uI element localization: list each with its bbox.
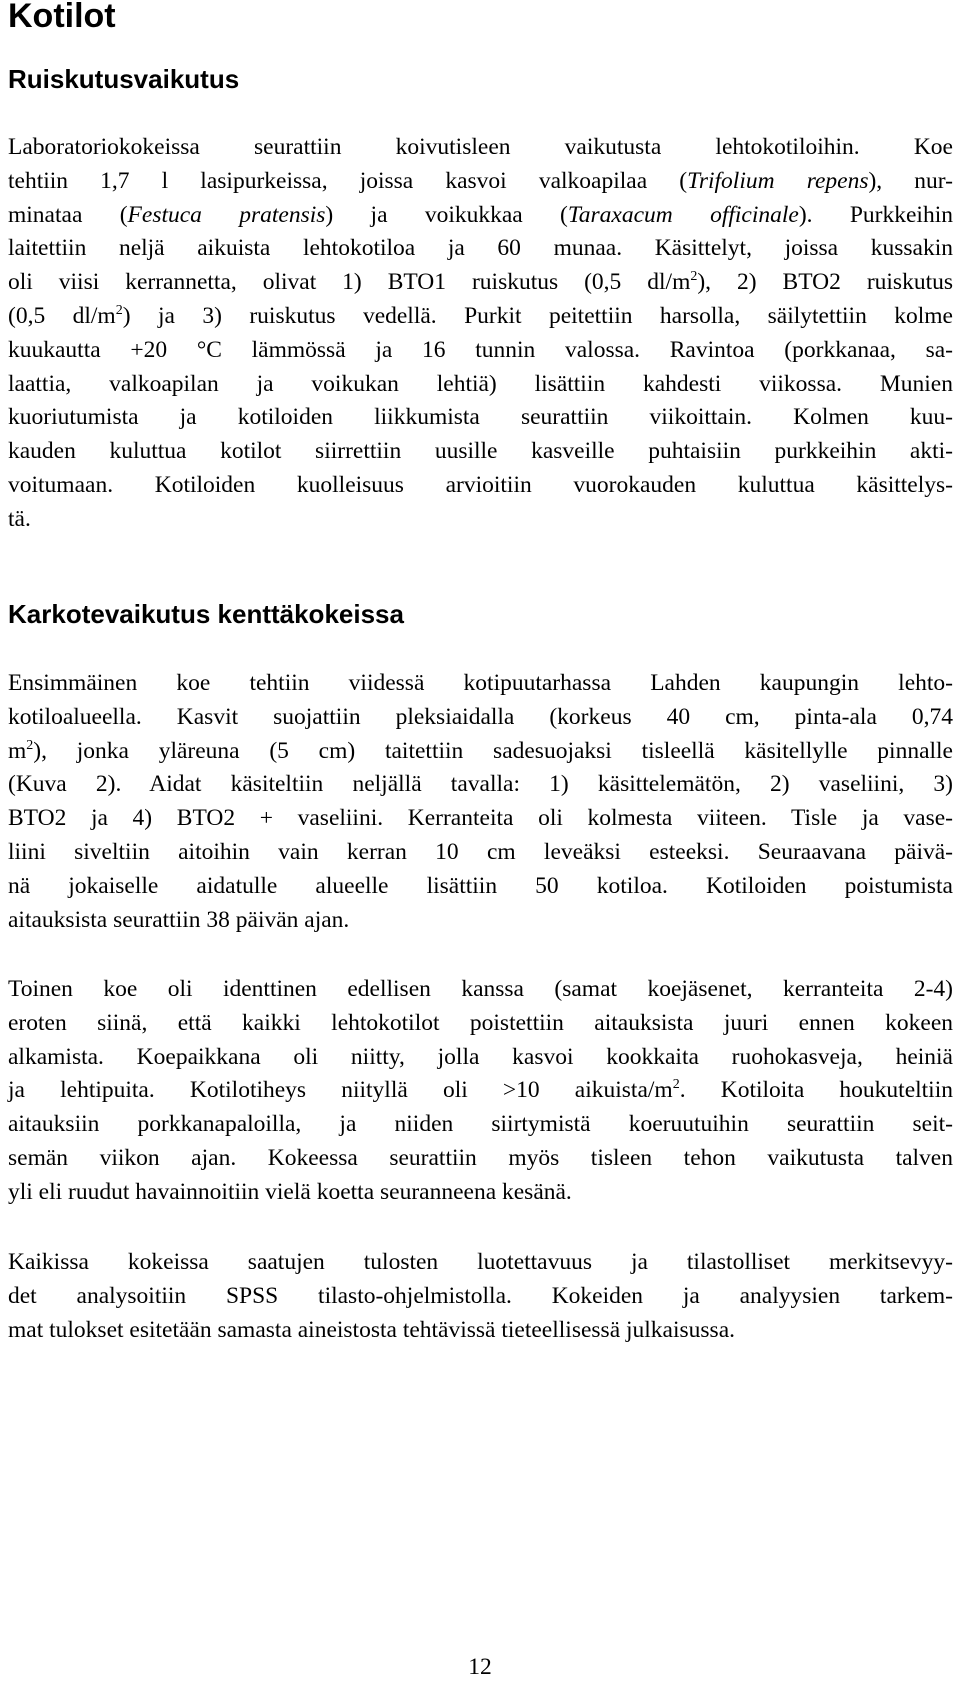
page-number: 12 [468, 1654, 492, 1680]
superscript: 2 [672, 1077, 680, 1093]
text-line: Toinen koe oli identtinen edellisen kanssa (samat koejäsenet, kerranteita 2-4) [8, 976, 953, 1002]
text-line: aitauksiin porkkanapaloilla, ja niiden siirtymistä koeruutuihin seurattiin seit- [8, 1111, 953, 1138]
text-line: det analysoitiin SPSS tilasto-ohjelmistolla. Kokeiden ja analyysien tarkem- [8, 1282, 953, 1309]
text-line: minataa (Festuca pratensis) ja voikukkaa (Taraxacum officinale). Purkkeihin [8, 201, 953, 228]
paragraph-laboratory-experiments [8, 131, 953, 537]
paragraph-second-field-experiment [8, 973, 953, 1210]
species-name: Festuca pratensis [127, 201, 326, 228]
text-line: liini siveltiin aitoihin vain kerran 10 cm leveäksi esteeksi. Seuraavana päivä- [8, 838, 953, 865]
text-line: laitettiin neljä aikuista lehtokotiloa ja 60 munaa. Käsittelyt, joissa kussakin [8, 235, 953, 262]
species-name: Taraxacum officinale [567, 201, 799, 228]
text-line: oli viisi kerrannetta, olivat 1) BTO1 ruiskutus (0,5 $dl/m^2$), 2) BTO2 ruiskutus [8, 269, 953, 296]
paragraph-statistics [8, 1246, 953, 1347]
text-line: Laboratoriokokeissa seurattiin koivutisleen vaikutusta lehtokotiloihin. Koe [8, 134, 953, 160]
text-line: eroten siinä, että kaikki lehtokotilot poistettiin aitauksista juuri ennen kokeen [8, 1009, 953, 1036]
text-line: laattia, valkoapilan ja voikukan lehtiä) lisättiin kahdesti viikossa. Munien [8, 370, 953, 397]
text-line: kauden kuluttua kotilot siirrettiin uusille kasveille puhtaisiin purkkeihin akti- [8, 438, 953, 465]
text-line: voitumaan. Kotiloiden kuolleisuus arvioitiin vuorokauden kuluttua käsittelys- [8, 471, 953, 498]
species-name: Trifolium repens [687, 167, 869, 194]
text-line: Ensimmäinen koe tehtiin viidessä kotipuutarhassa Lahden kaupungin lehto- [8, 670, 953, 696]
text-line: tä. [8, 505, 31, 532]
text-line: kotiloalueella. Kasvit suojattiin pleksiaidalla (korkeus 40 cm, pinta-ala 0,74 [8, 703, 953, 730]
text-line: tehtiin 1,7 l lasipurkeissa, joissa kasvoi valkoapilaa (Trifolium repens), nur- [8, 167, 953, 194]
superscript: 2 [690, 269, 698, 285]
text-line: (Kuva 2). Aidat käsiteltiin neljällä tavalla: 1) käsittelemätön, 2) vaseliini, 3) [8, 771, 953, 798]
superscript: 2 [115, 302, 123, 318]
text-line: Kaikissa kokeissa saatujen tulosten luotettavuus ja tilastolliset merkitsevyy- [8, 1249, 953, 1275]
text-line: alkamista. Koepaikkana oli niitty, jolla kasvoi kookkaita ruohokasveja, heiniä [8, 1043, 953, 1070]
text-line: yli eli ruudut havainnoitiin vielä koetta seuranneena kesänä. [8, 1178, 572, 1205]
page-title: Kotilot [8, 0, 116, 35]
text-line: BTO2 ja 4) BTO2 + vaseliini. Kerranteita oli kolmesta viiteen. Tisle ja vase- [8, 805, 953, 832]
text-line: ja lehtipuita. Kotilotiheys niityllä oli >10 aikuista/$m^2$. Kotiloita houkuteltiin [8, 1077, 953, 1104]
text-line: kuukautta +20 °C lämmössä ja 16 tunnin valossa. Ravintoa (porkkanaa, sa- [8, 336, 953, 363]
text-line: kuoriutumista ja kotiloiden liikkumista seurattiin viikoittain. Kolmen kuu- [8, 404, 953, 431]
text-line: mat tulokset esitetään samasta aineistosta tehtävissä tieteellisessä julkaisussa. [8, 1316, 736, 1343]
superscript: 2 [26, 737, 34, 753]
text-line: nä jokaiselle aidatulle alueelle lisättiin 50 kotiloa. Kotiloiden poistumista [8, 872, 953, 899]
section-heading-ruiskutusvaikutus: Ruiskutusvaikutus [8, 64, 240, 94]
text-line: semän viikon ajan. Kokeessa seurattiin myös tisleen tehon vaikutusta talven [8, 1144, 953, 1171]
paragraph-first-field-experiment [8, 667, 953, 937]
text-line: aitauksista seurattiin 38 päivän ajan. [8, 906, 350, 933]
section-heading-karkotevaikutus: Karkotevaikutus kenttäkokeissa [8, 599, 404, 629]
text-line: (0,5 $dl/m^2$) ja 3) ruiskutus vedellä. Purkit peitettiin harsolla, säilytettiin kolme [8, 302, 953, 329]
text-line: $m^2$), jonka yläreuna (5 cm) taitettiin sadesuojaksi tisleellä käsitellylle pinnalle [8, 737, 953, 764]
